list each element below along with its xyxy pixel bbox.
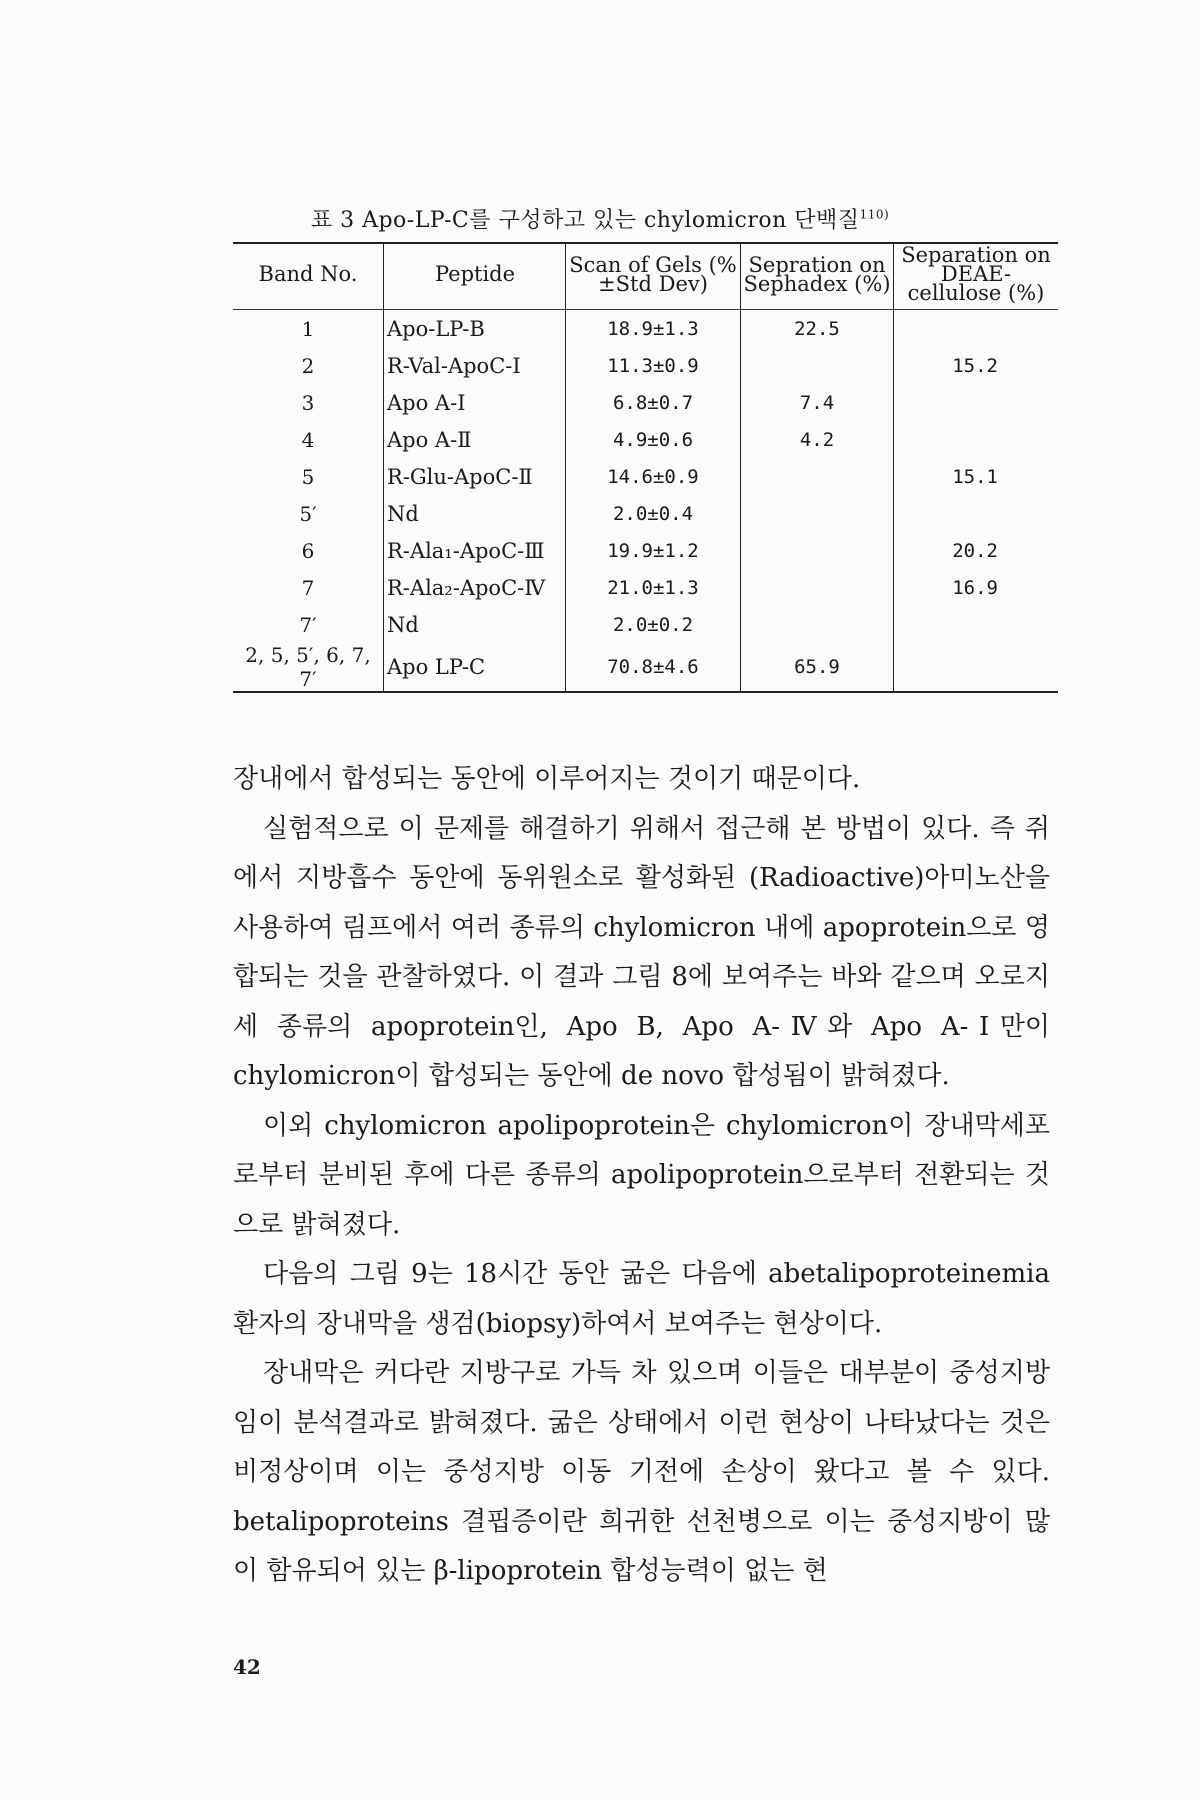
cell-band-no: 2	[233, 347, 384, 384]
table-row	[233, 347, 1058, 384]
cell-scan-of-gels: 11.3±0.9	[566, 347, 741, 384]
cell-band-no: 3	[233, 384, 384, 421]
table-caption-text: 표 3 Apo-LP-C를 구성하고 있는 chylomicron 단백질	[310, 208, 860, 233]
cell-peptide: R-Ala₁-ApoC-Ⅲ	[387, 538, 545, 563]
cell-peptide: Apo LP-C	[384, 643, 566, 692]
cell-band-no: 7	[233, 569, 384, 606]
cell-deae-cellulose: 20.2	[952, 539, 998, 562]
cell-peptide: Apo A-Ⅱ	[387, 427, 472, 452]
cell-sephadex: 22.5	[741, 310, 894, 348]
table-row	[233, 643, 1058, 692]
cell-deae-cellulose	[894, 384, 1059, 421]
cell-peptide: Nd	[387, 501, 419, 526]
cell-sephadex	[741, 458, 894, 495]
cell-scan-of-gels: 2.0±0.4	[566, 495, 741, 532]
cell-scan-of-gels: 4.9±0.6	[566, 421, 741, 458]
cell-peptide: Nd	[387, 612, 419, 637]
table-row	[233, 458, 1058, 495]
header-deae-cellulose: Separation on DEAE-cellulose (%)	[901, 243, 1051, 305]
cell-sephadex	[741, 347, 894, 384]
table-row	[233, 421, 1058, 458]
cell-band-no: 1	[233, 310, 384, 348]
paragraph: 장내에서 합성되는 동안에 이루어지는 것이기 때문이다.	[233, 764, 861, 794]
paragraph: 장내막은 커다란 지방구로 가득 차 있으며 이들은 대부분이 중성지방임이 분석결과로 밝혀졌다. 굶은 상태에서 이런 현상이 나타났다는 것은 비정상이며 이는 중성지방 이동 기전에 손상이 왔다고 볼 수 있다. betalipoproteins 결핍증이란 희귀한 선천병으로 이는 중성지방이 많이 함유되어 있는 β-lipoprotein 합성능력이 없는 현	[233, 1358, 1050, 1586]
header-band-no: Band No.	[233, 243, 384, 310]
table-header-row	[233, 243, 1058, 310]
cell-sephadex: 4.2	[741, 421, 894, 458]
table-row	[233, 310, 1058, 348]
paragraph: 다음의 그림 9는 18시간 동안 굶은 다음에 abetalipoproteinemia 환자의 장내막을 생검(biopsy)하여서 보여주는 현상이다.	[233, 1259, 1050, 1339]
cell-peptide: R-Ala₂-ApoC-Ⅳ	[387, 575, 546, 600]
cell-deae-cellulose	[894, 606, 1059, 643]
cell-band-no: 5′	[233, 495, 384, 532]
paragraph: 이외 chylomicron apolipoprotein은 chylomicron이 장내막세포로부터 분비된 후에 다른 종류의 apolipoprotein으로부터 전환되는 것으로 밝혀졌다.	[233, 1110, 1050, 1240]
cell-deae-cellulose: 15.2	[952, 354, 998, 377]
cell-deae-cellulose	[894, 421, 1059, 458]
table-row	[233, 569, 1058, 606]
cell-band-no: 7′	[233, 606, 384, 643]
cell-peptide: Apo-LP-B	[387, 316, 485, 341]
cell-band-no: 2, 5, 5′, 6, 7, 7′	[233, 643, 384, 692]
cell-sephadex	[741, 495, 894, 532]
cell-scan-of-gels: 70.8±4.6	[566, 643, 741, 692]
cell-deae-cellulose	[894, 310, 1059, 348]
table-row	[233, 495, 1058, 532]
table-row	[233, 532, 1058, 569]
cell-sephadex	[741, 532, 894, 569]
cell-scan-of-gels: 19.9±1.2	[566, 532, 741, 569]
paragraph: 실험적으로 이 문제를 해결하기 위해서 접근해 본 방법이 있다. 즉 쥐에서 지방흡수 동안에 동위원소로 활성화된 (Radioactive)아미노산을 사용하여 림프에서 여러 종류의 chylomicron 내에 apoprotein으로 영합되는 것을 관찰하였다. 이 결과 그림 8에 보여주는 바와 같으며 오로지 세 종류의 apoprotein인, Apo B, Apo A-Ⅳ와 Apo A-Ⅰ만이 chylomicron이 합성되는 동안에 de novo 합성됨이 밝혀졌다.	[233, 813, 1050, 1091]
cell-scan-of-gels: 2.0±0.2	[566, 606, 741, 643]
table-caption	[0, 203, 1200, 234]
cell-deae-cellulose	[894, 643, 1059, 692]
cell-sephadex	[741, 569, 894, 606]
data-table	[233, 242, 1058, 693]
header-scan-of-gels: Scan of Gels (%±Std Dev)	[566, 243, 741, 310]
cell-peptide: R-Val-ApoC-Ⅰ	[387, 353, 521, 378]
cell-peptide: R-Glu-ApoC-Ⅱ	[387, 464, 533, 489]
cell-sephadex: 65.9	[741, 643, 894, 692]
cell-peptide: Apo A-Ⅰ	[387, 390, 466, 415]
page-number: 42	[233, 1655, 261, 1679]
cell-band-no: 4	[233, 421, 384, 458]
table-container	[233, 242, 1050, 693]
cell-deae-cellulose: 15.1	[952, 465, 998, 488]
header-sephadex: Sepration on Sephadex (%)	[741, 243, 894, 310]
table-row	[233, 606, 1058, 643]
cell-deae-cellulose	[894, 495, 1059, 532]
cell-band-no: 6	[233, 532, 384, 569]
cell-sephadex: 7.4	[741, 384, 894, 421]
cell-scan-of-gels: 21.0±1.3	[566, 569, 741, 606]
cell-scan-of-gels: 14.6±0.9	[566, 458, 741, 495]
table-body	[233, 310, 1058, 693]
cell-scan-of-gels: 6.8±0.7	[566, 384, 741, 421]
body-text	[233, 755, 1050, 1597]
cell-sephadex	[741, 606, 894, 643]
table-row	[233, 384, 1058, 421]
cell-band-no: 5	[233, 458, 384, 495]
table-caption-reference: 110)	[859, 207, 890, 222]
cell-deae-cellulose: 16.9	[952, 576, 998, 599]
cell-scan-of-gels: 18.9±1.3	[566, 310, 741, 348]
header-peptide: Peptide	[434, 262, 516, 286]
